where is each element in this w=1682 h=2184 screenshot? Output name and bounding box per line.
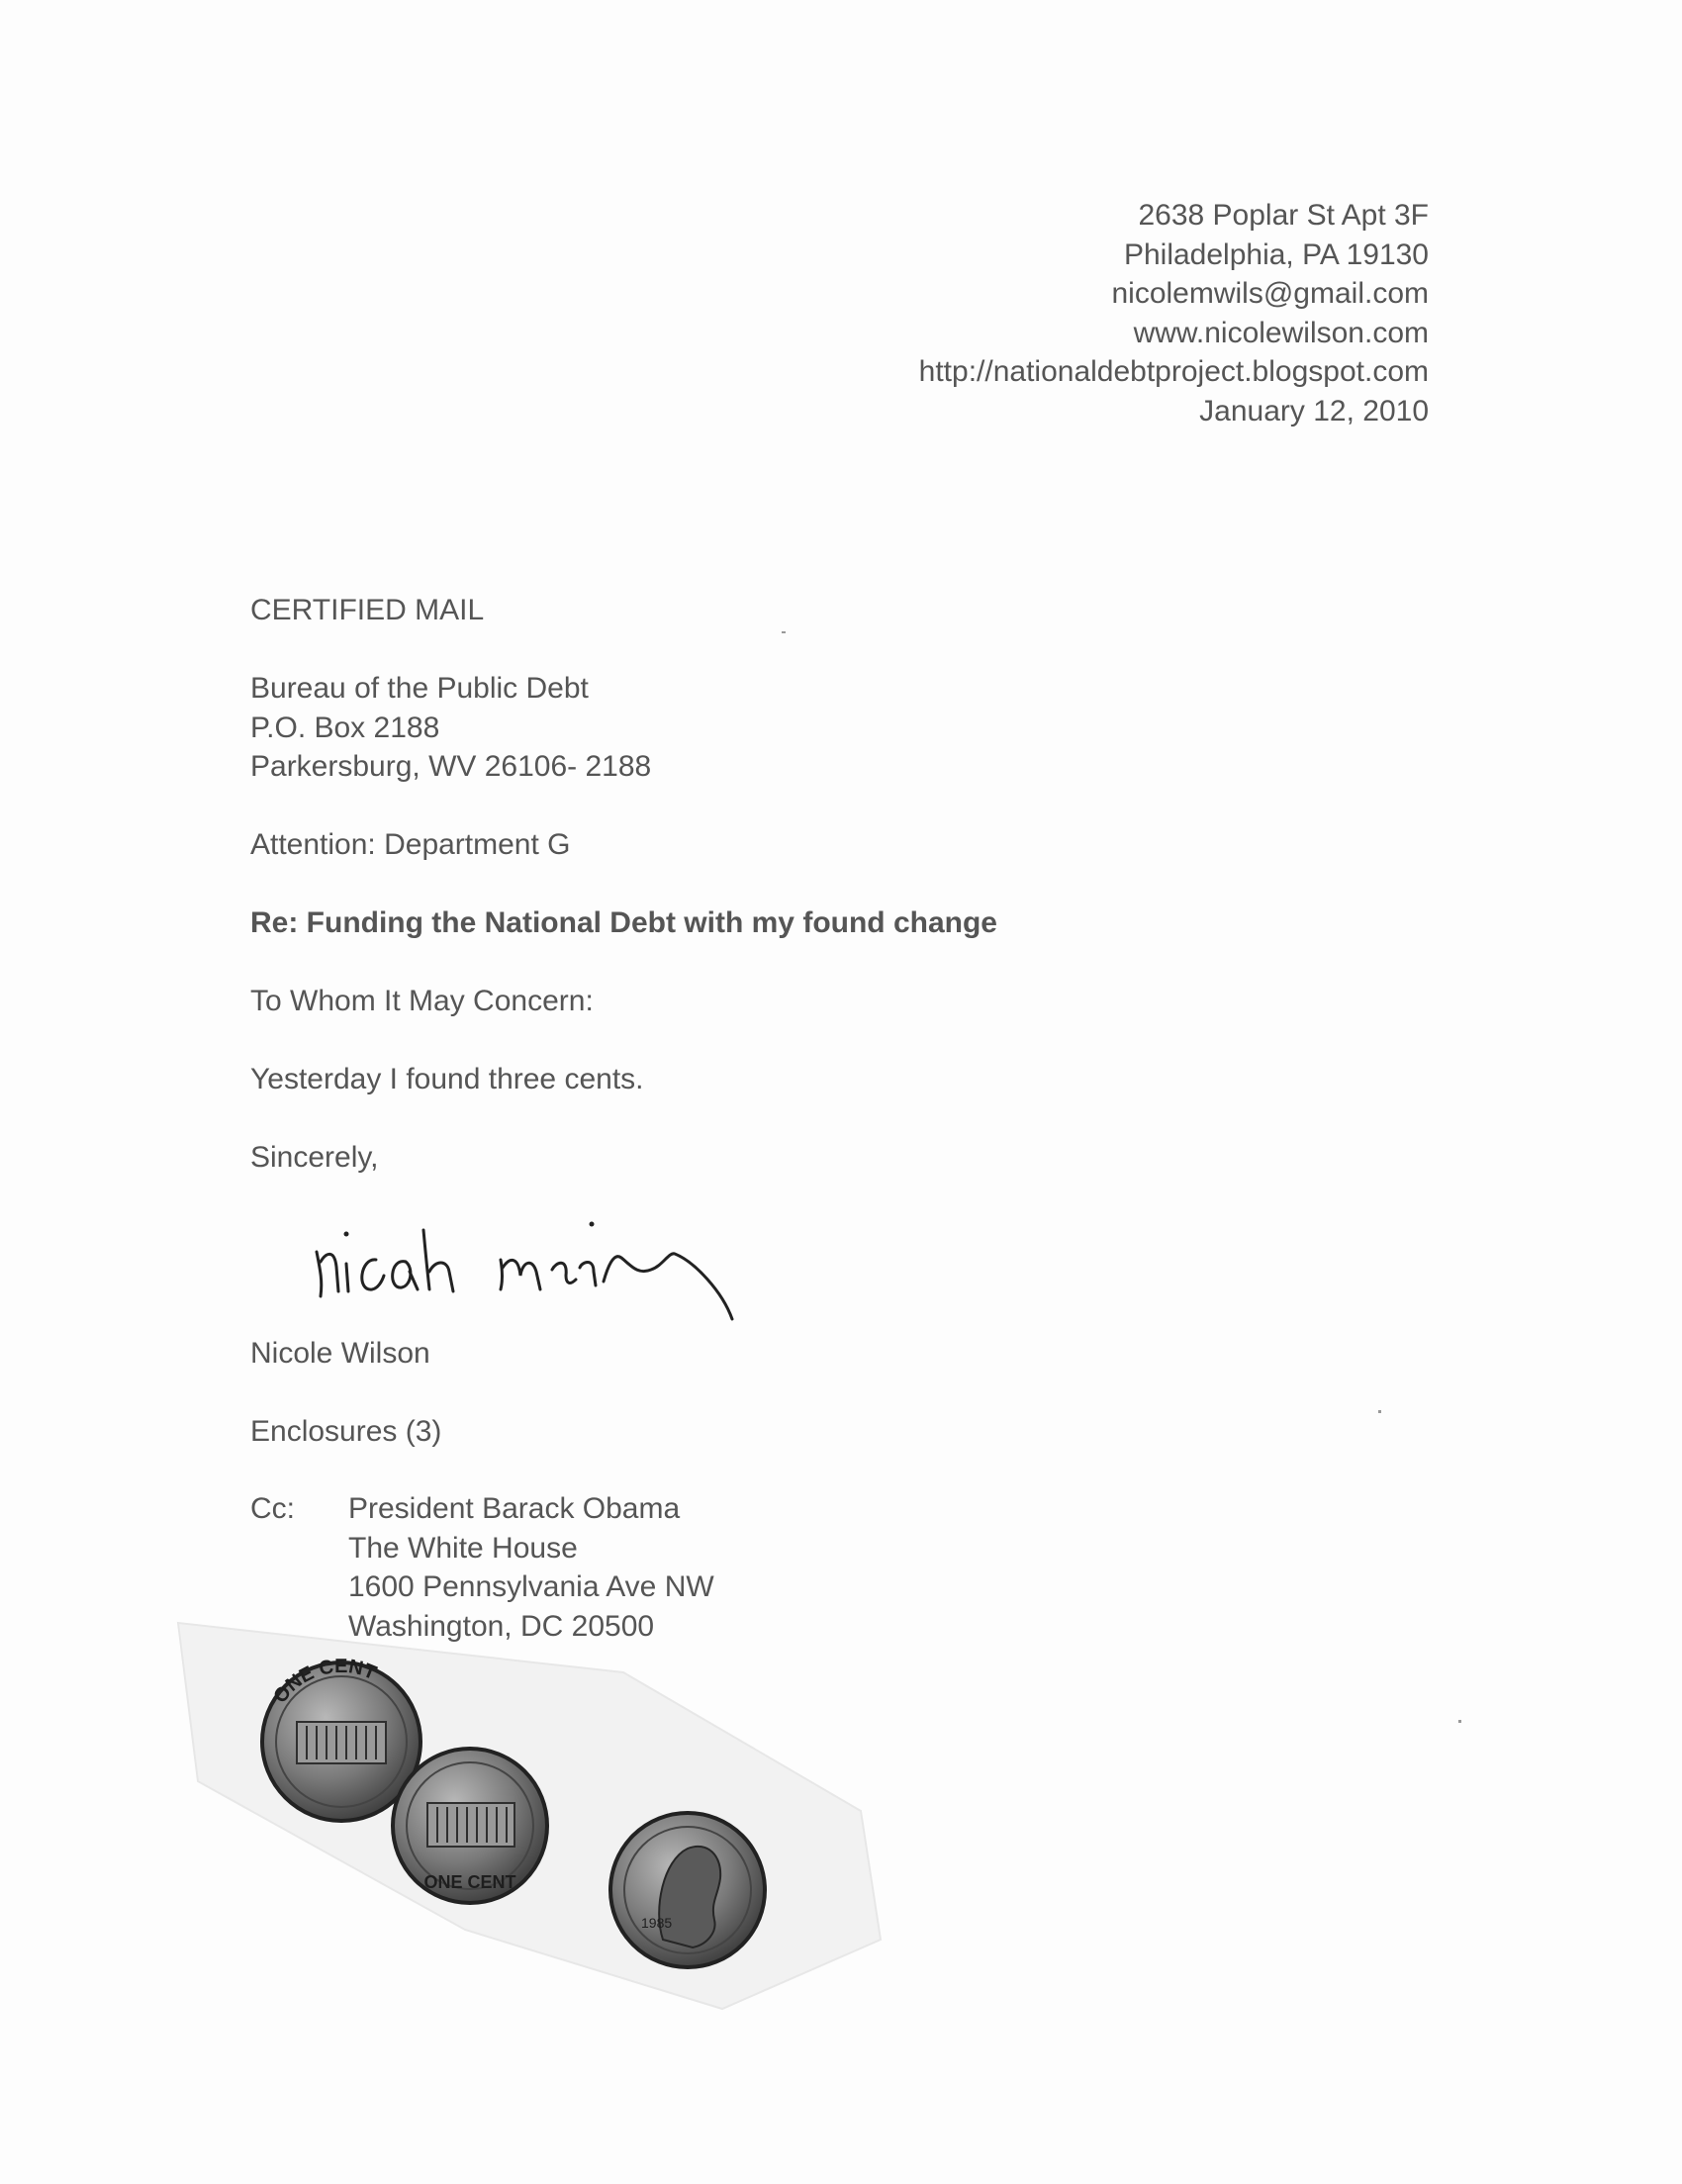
sender-address-block [919,196,1429,430]
paper-speck [1378,1410,1381,1413]
closing: Sincerely, [250,1141,379,1174]
coin3-year-text: 1985 [641,1915,673,1931]
cc-city: Washington, DC 20500 [348,1609,655,1643]
paper-speck [1458,1720,1461,1723]
cc-org: The White House [348,1531,578,1565]
signer-name: Nicole Wilson [250,1337,430,1370]
coin-2 [393,1749,547,1903]
enclosures-note: Enclosures (3) [250,1415,442,1448]
subject-line: Re: Funding the National Debt with my found change [250,906,997,939]
cc-street: 1600 Pennsylvania Ave NW [348,1570,714,1603]
recipient-name: Bureau of the Public Debt [250,672,589,705]
cc-name: President Barack Obama [348,1492,681,1525]
letter-body: Yesterday I found three cents. [250,1063,644,1095]
paper-speck [782,631,786,633]
coin-3 [610,1813,765,1967]
taped-coins [168,1613,890,2029]
handwritten-signature [307,1173,841,1321]
letter-date: January 12, 2010 [1199,394,1429,427]
coin1-top-text: ONE CENT [269,1655,380,1708]
attention-line: Attention: Department G [250,828,571,861]
recipient-address-block [250,669,651,787]
recipient-city: Parkersburg, WV 26106- 2188 [250,750,652,783]
sender-city: Philadelphia, PA 19130 [1123,237,1429,271]
coin2-bottom-text: ONE CENT [423,1872,516,1892]
cc-label: Cc: [250,1492,295,1525]
sender-email: nicolemwils@gmail.com [1111,277,1429,310]
sender-website: www.nicolewilson.com [1133,316,1429,349]
delivery-method: CERTIFIED MAIL [250,594,485,626]
sender-blog: http://nationaldebtproject.blogspot.com [918,355,1429,388]
sender-street: 2638 Poplar St Apt 3F [1138,199,1429,232]
recipient-po-box: P.O. Box 2188 [250,711,440,744]
salutation: To Whom It May Concern: [250,985,594,1017]
